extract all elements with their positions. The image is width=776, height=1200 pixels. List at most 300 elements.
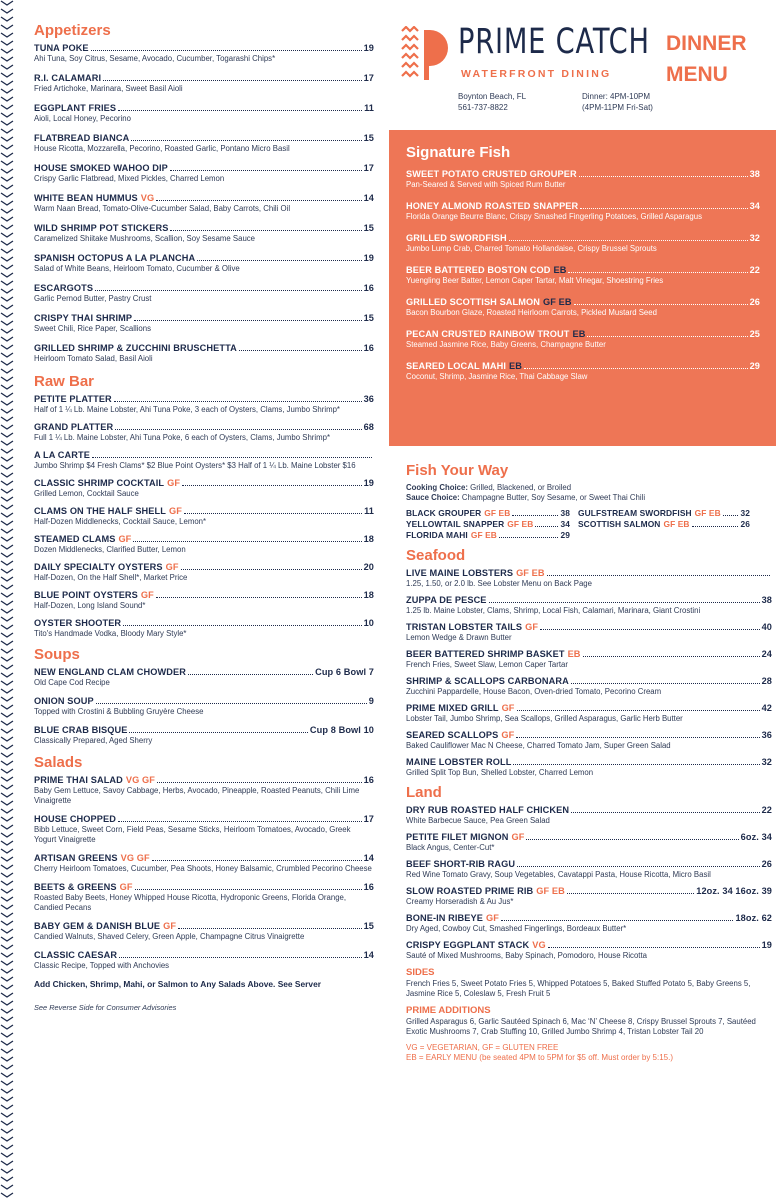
menu-item-row (34, 590, 374, 601)
item-price: 20 (363, 562, 374, 572)
leader-dots (170, 230, 361, 231)
item-name: YELLOWTAIL SNAPPER (406, 519, 505, 529)
item-name: BEER BATTERED SHRIMP BASKET (406, 649, 565, 659)
item-price: 19 (363, 43, 374, 53)
menu-item-wild-shrimp-pot-stickers (34, 223, 374, 244)
menu-item-row (406, 568, 772, 579)
menu-item-row (34, 725, 374, 736)
item-price: 10 (363, 618, 374, 628)
menu-item-eggplant-fries (34, 103, 374, 124)
diet-tag: GF (118, 534, 132, 544)
menu-item-row (34, 562, 374, 573)
menu-item-row (34, 618, 374, 629)
diet-tag: GF (119, 882, 133, 892)
leader-dots (188, 674, 313, 675)
item-price: 17 (363, 73, 374, 83)
item-name: FLATBREAD BIANCA (34, 133, 130, 143)
zigzag-border (0, 0, 14, 1200)
item-price: 15 (363, 223, 374, 233)
hours-line-1: Dinner: 4PM-10PM (582, 92, 651, 101)
menu-item-row (34, 882, 374, 893)
item-name: GRILLED SWORDFISH (406, 233, 507, 243)
raw-bar-title: Raw Bar (34, 373, 95, 390)
item-price: 15 (363, 133, 374, 143)
menu-item-artisan-greens (34, 853, 374, 874)
item-description: Sauté of Mixed Mushrooms, Baby Spinach, Pomodoro, House Ricotta (406, 951, 647, 960)
menu-title-line-1: DINNER (666, 32, 747, 55)
item-description: Caramelized Shiitake Mushrooms, Scallion, Soy Sesame Sauce (34, 234, 256, 243)
item-description: Half of 1 ¼ Lb. Maine Lobster, Ahi Tuna Poke, 3 each of Oysters, Clams, Jumbo Shrimp* (34, 405, 340, 414)
menu-item-row (406, 886, 772, 897)
sauce-label: Sauce Choice: (406, 493, 460, 502)
menu-item-row (34, 696, 374, 707)
item-description: Grilled Lemon, Cocktail Sauce (34, 489, 139, 498)
diet-tag: GF (525, 622, 539, 632)
item-description: Half-Dozen, On the Half Shell*, Market Price (34, 573, 188, 582)
item-name: DRY RUB ROASTED HALF CHICKEN (406, 805, 570, 815)
leader-dots (587, 336, 747, 337)
item-price: 19 (363, 478, 374, 488)
item-name: BLUE CRAB BISQUE (34, 725, 128, 735)
item-name: BEER BATTERED BOSTON COD (406, 265, 551, 275)
logo-waves-icon (400, 26, 448, 82)
menu-item-blue-crab-bisque (34, 725, 374, 746)
item-name: BABY GEM & DANISH BLUE (34, 921, 161, 931)
menu-item-grilled-shrimp-zucchini-bruschetta (34, 343, 374, 364)
item-name: TRISTAN LOBSTER TAILS (406, 622, 523, 632)
menu-item-zuppa-de-pesce (406, 595, 772, 616)
diet-tag: GF (485, 913, 499, 923)
item-name: R.I. CALAMARI (34, 73, 102, 83)
leader-dots (133, 541, 361, 542)
item-price: 14 (363, 950, 374, 960)
item-description: Pan-Seared & Served with Spiced Rum Butter (406, 180, 566, 189)
signature-title: Signature Fish (406, 144, 511, 161)
item-price: 29 (749, 361, 760, 371)
menu-item-row (406, 676, 772, 687)
menu-item-row (34, 422, 374, 433)
item-description: Florida Orange Beurre Blanc, Crispy Smashed Fingerling Potatoes, Grilled Asparagus (406, 212, 702, 221)
item-price: 42 (761, 703, 772, 713)
item-description: Salad of White Beans, Heirloom Tomato, Cucumber & Olive (34, 264, 240, 273)
item-name: STEAMED CLAMS (34, 534, 116, 544)
menu-item-pecan-crusted-rainbow-trout (406, 329, 760, 350)
item-name: CRISPY THAI SHRIMP (34, 313, 133, 323)
item-description: Bibb Lettuce, Sweet Corn, Field Peas, Sesame Sticks, Heirloom Tomatoes, Avocado, Greek Yogurt Vinaigrette (34, 825, 351, 844)
fish-choice-scottish-salmon (578, 519, 750, 530)
leader-dots (580, 208, 747, 209)
menu-item-row (34, 394, 374, 405)
fish-choice-florida-mahi (406, 530, 570, 541)
item-price: 16 (363, 343, 374, 353)
menu-item-row (406, 859, 772, 870)
item-description: Baby Gem Lettuce, Savoy Cabbage, Herbs, Avocado, Pineapple, Roasted Peanuts, Chili Lime Vinaigrette (34, 786, 360, 805)
diet-tag: GF EB (542, 297, 572, 307)
menu-item-row (34, 163, 374, 174)
menu-item-slow-roasted-prime-rib (406, 886, 772, 907)
item-price: 34 (560, 519, 570, 529)
item-name: CLASSIC SHRIMP COCKTAIL (34, 478, 165, 488)
item-name: TUNA POKE (34, 43, 89, 53)
item-name: A LA CARTE (34, 450, 90, 460)
item-description: Warm Naan Bread, Tomato-Olive-Cucumber Salad, Baby Carrots, Chili Oil (34, 204, 291, 213)
menu-item-classic-shrimp-cocktail (34, 478, 374, 499)
menu-item-row (406, 233, 760, 244)
leader-dots (568, 272, 747, 273)
item-price: 12oz. 34 16oz. 39 (696, 886, 772, 896)
diet-tag: GF (511, 832, 525, 842)
leader-dots (489, 602, 760, 603)
item-name: EGGPLANT FRIES (34, 103, 117, 113)
menu-item-grilled-scottish-salmon (406, 297, 760, 318)
item-description: Full 1 ¼ Lb. Maine Lobster, Ahi Tuna Poke, 6 each of Oysters, Clams, Jumbo Shrimp* (34, 433, 330, 442)
leader-dots (118, 110, 362, 111)
item-name: BLACK GROUPER (406, 508, 482, 518)
menu-item-beer-battered-shrimp-basket (406, 649, 772, 670)
leader-dots (501, 920, 734, 921)
leader-dots (517, 710, 760, 711)
diet-tag: VG (532, 940, 546, 950)
menu-item-row (34, 73, 374, 84)
menu-item-row (406, 805, 772, 816)
leader-dots (181, 569, 362, 570)
item-description: Jumbo Lump Crab, Charred Tomato Hollandaise, Crispy Brussel Sprouts (406, 244, 657, 253)
item-price: 28 (761, 676, 772, 686)
cooking-choice (406, 483, 772, 493)
diet-tag: VG GF (125, 775, 155, 785)
item-description: Classic Recipe, Topped with Anchovies (34, 961, 170, 970)
item-description: Baked Cauliflower Mac N Cheese, Charred Tomato Jam, Super Green Salad (406, 741, 671, 750)
menu-item-row (406, 913, 772, 924)
menu-item-row (34, 103, 374, 114)
item-description: Ahi Tuna, Soy Citrus, Sesame, Avocado, Cucumber, Togarashi Chips* (34, 54, 276, 63)
item-description: Lobster Tail, Jumbo Shrimp, Sea Scallops, Grilled Asparagus, Garlic Herb Butter (406, 714, 683, 723)
menu-item-beer-battered-boston-cod (406, 265, 760, 286)
menu-item-row (406, 297, 760, 308)
item-price: 19 (761, 940, 772, 950)
menu-item-honey-almond-roasted-snapper (406, 201, 760, 222)
diet-tag: GF EB (484, 508, 511, 518)
menu-item-row (34, 667, 374, 678)
menu-item-row (34, 343, 374, 354)
land-title: Land (406, 784, 442, 801)
item-name: NEW ENGLAND CLAM CHOWDER (34, 667, 186, 677)
menu-item-tristan-lobster-tails (406, 622, 772, 643)
hours-line-2: (4PM-11PM Fri-Sat) (582, 103, 653, 112)
additions-list: Grilled Asparagus 6, Garlic Sautéed Spinach 6, Mac ‘N’ Cheese 8, Crispy Brussel Sprouts 7, Sautéed Exotic Mushrooms 7, Crab Stuffing 10, Grilled Jumbo Shrimp 4, Tristan Lobster Tail 20 (406, 1017, 756, 1036)
diet-tag: GF (168, 506, 182, 516)
leader-dots (239, 350, 362, 351)
brand-name: PRIME CATCH (458, 22, 650, 62)
leader-dots (156, 597, 362, 598)
menu-item-row (406, 703, 772, 714)
salads-title: Salads (34, 754, 83, 771)
menu-item-crispy-eggplant-stack (406, 940, 772, 961)
menu-item-maine-lobster-roll (406, 757, 772, 778)
menu-item-oyster-shooter (34, 618, 374, 639)
additions-title: PRIME ADDITIONS (406, 1005, 491, 1016)
item-name: LIVE MAINE LOBSTERS (406, 568, 514, 578)
item-description: Sweet Chili, Rice Paper, Scallions (34, 324, 152, 333)
city: Boynton Beach, FL (458, 92, 527, 101)
menu-item-row (406, 730, 772, 741)
menu-item-house-smoked-wahoo-dip (34, 163, 374, 184)
menu-item-row (406, 361, 760, 372)
fish-choices-left (406, 508, 570, 541)
diet-tag: EB (553, 265, 567, 275)
menu-title (666, 28, 747, 90)
item-price: 11 (364, 103, 374, 113)
menu-item-row (406, 169, 760, 180)
menu-item-row (406, 832, 772, 843)
item-price: 26 (740, 519, 750, 529)
menu-item-steamed-clams (34, 534, 374, 555)
item-description: Aioli, Local Honey, Pecorino (34, 114, 131, 123)
fish-choices (406, 508, 772, 541)
leader-dots (516, 737, 759, 738)
header (400, 22, 776, 122)
leader-dots (96, 703, 367, 704)
item-price: Cup 6 Bowl 7 (315, 667, 374, 677)
diet-tag: GF EB (663, 519, 690, 529)
menu-item-row (34, 950, 374, 961)
menu-item-live-maine-lobsters (406, 568, 772, 589)
menu-item-white-bean-hummus (34, 193, 374, 214)
leader-dots (119, 957, 362, 958)
menu-item-row (34, 313, 374, 324)
right-column (406, 460, 772, 1063)
item-name: HOUSE SMOKED WAHOO DIP (34, 163, 168, 173)
item-description: White Barbecue Sauce, Pea Green Salad (406, 816, 550, 825)
item-name: ONION SOUP (34, 696, 94, 706)
menu-item-sweet-potato-crusted-grouper (406, 169, 760, 190)
item-description: Heirloom Tomato Salad, Basil Aioli (34, 354, 153, 363)
diet-tag: GF (167, 478, 181, 488)
item-name: ZUPPA DE PESCE (406, 595, 487, 605)
item-price: 15 (363, 921, 374, 931)
leader-dots (91, 50, 362, 51)
item-price: 38 (560, 508, 570, 518)
menu-item-row (34, 133, 374, 144)
menu-item-row (406, 940, 772, 951)
item-description: Topped with Crostini & Bubbling Gruyère Cheese (34, 707, 204, 716)
item-description: Grilled Split Top Bun, Shelled Lobster, Charred Lemon (406, 768, 594, 777)
menu-item-row (34, 283, 374, 294)
item-description: Zucchini Pappardelle, House Bacon, Oven-dried Tomato, Pecorino Cream (406, 687, 662, 696)
menu-item-petite-filet-mignon (406, 832, 772, 853)
seafood-title: Seafood (406, 547, 466, 564)
diet-tag: EB (509, 361, 523, 371)
menu-item-beets-greens (34, 882, 374, 913)
menu-item-a-la-carte (34, 450, 374, 471)
leader-dots (571, 812, 760, 813)
item-description: Tito's Handmade Vodka, Bloody Mary Style* (34, 629, 187, 638)
leader-dots (156, 200, 361, 201)
menu-item-tuna-poke (34, 43, 374, 64)
item-name: OYSTER SHOOTER (34, 618, 122, 628)
menu-item-row (406, 265, 760, 276)
cooking-options: Grilled, Blackened, or Broiled (470, 483, 572, 492)
item-price: 16 (363, 882, 374, 892)
item-price: 22 (749, 265, 760, 275)
menu-item-seared-local-mahi (406, 361, 760, 382)
menu-item-row (34, 506, 374, 517)
sides-title: SIDES (406, 967, 435, 978)
item-price: 25 (749, 329, 760, 339)
item-price: 17 (363, 814, 374, 824)
item-description: Lemon Wedge & Drawn Butter (406, 633, 512, 642)
leader-dots (692, 526, 739, 527)
item-price: 14 (363, 193, 374, 203)
menu-item-crispy-thai-shrimp (34, 313, 374, 334)
item-name: PECAN CRUSTED RAINBOW TROUT (406, 329, 570, 339)
item-name: SCOTTISH SALMON (578, 519, 661, 529)
leader-dots (579, 176, 748, 177)
leader-dots (547, 575, 770, 576)
menu-item-new-england-clam-chowder (34, 667, 374, 688)
leader-dots (103, 80, 361, 81)
leader-dots (118, 821, 362, 822)
item-description: Crispy Garlic Flatbread, Mixed Pickles, Charred Lemon (34, 174, 225, 183)
leader-dots (157, 782, 362, 783)
item-price: 18 (363, 590, 374, 600)
leader-dots (517, 866, 759, 867)
item-name: GULFSTREAM SWORDFISH (578, 508, 692, 518)
leader-dots (134, 320, 361, 321)
leader-dots (548, 947, 760, 948)
diet-tag: GF (140, 590, 154, 600)
sauce-options: Champagne Butter, Soy Sesame, or Sweet Thai Chili (461, 493, 646, 502)
menu-item-spanish-octopus-a-la-plancha (34, 253, 374, 274)
left-column (34, 20, 374, 1013)
item-price: 32 (740, 508, 750, 518)
item-description: Candied Walnuts, Shaved Celery, Green Apple, Champagne Citrus Vinaigrette (34, 932, 305, 941)
fish-choice-yellowtail-snapper (406, 519, 570, 530)
menu-item-grand-platter (34, 422, 374, 443)
menu-item-classic-caesar (34, 950, 374, 971)
item-name: BLUE POINT OYSTERS (34, 590, 138, 600)
item-price: 6oz. 34 (740, 832, 772, 842)
item-price: 38 (761, 595, 772, 605)
item-name: CLASSIC CAESAR (34, 950, 118, 960)
legend-eb: EB = EARLY MENU (be seated 4PM to 5PM for $5 off. Must order by 5:15.) (406, 1053, 674, 1062)
leader-dots (131, 140, 361, 141)
item-description: 1.25, 1.50, or 2.0 lb. See Lobster Menu on Back Page (406, 579, 592, 588)
menu-item-row (34, 775, 374, 786)
leader-dots (95, 290, 361, 291)
fish-choice-black-grouper (406, 508, 570, 519)
leader-dots (499, 537, 559, 538)
item-description: Dry Aged, Cowboy Cut, Smashed Fingerlings, Bordeaux Butter* (406, 924, 627, 933)
menu-item-escargots (34, 283, 374, 304)
item-name: SEARED LOCAL MAHI (406, 361, 507, 371)
menu-item-house-chopped (34, 814, 374, 845)
item-price: 18 (363, 534, 374, 544)
diet-tag: GF (163, 921, 177, 931)
item-price: 32 (749, 233, 760, 243)
leader-dots (197, 260, 361, 261)
menu-item-row (34, 814, 374, 825)
item-description: Roasted Baby Beets, Honey Whipped House Ricotta, Hydroponic Greens, Florida Orange, Candied Pecans (34, 893, 347, 912)
leader-dots (513, 764, 759, 765)
add-protein-note: Add Chicken, Shrimp, Mahi, or Salmon to Any Salads Above. See Server (34, 979, 321, 989)
leader-dots (509, 240, 748, 241)
fish-choices-right (578, 508, 750, 541)
item-price: 15 (363, 313, 374, 323)
diet-tag: VG (140, 193, 155, 203)
item-description: Bacon Bourbon Glaze, Roasted Heirloom Carrots, Pickled Mustard Seed (406, 308, 657, 317)
item-name: PETITE FILET MIGNON (406, 832, 509, 842)
menu-item-row (34, 253, 374, 264)
diet-tag: EB (567, 649, 581, 659)
item-price: 29 (560, 530, 570, 540)
item-description: Half-Dozen, Long Island Sound* (34, 601, 146, 610)
diet-tag: GF EB (470, 530, 497, 540)
item-description: 1.25 lb. Maine Lobster, Clams, Shrimp, Local Fish, Calamari, Marinara, Giant Crostini (406, 606, 701, 615)
menu-item-shrimp-scallops-carbonara (406, 676, 772, 697)
right-sections (406, 547, 772, 1063)
item-name: SPANISH OCTOPUS A LA PLANCHA (34, 253, 196, 263)
item-description: Coconut, Shrimp, Jasmine Rice, Thai Cabbage Slaw (406, 372, 588, 381)
item-description: Red Wine Tomato Gravy, Soup Vegetables, Cavatappi Pasta, House Ricotta, Micro Basil (406, 870, 711, 879)
item-name: CRISPY EGGPLANT STACK (406, 940, 530, 950)
menu-item-row (34, 450, 374, 461)
brand-tagline: WATERFRONT DINING (461, 68, 612, 80)
item-name: MAINE LOBSTER ROLL (406, 757, 512, 767)
item-price: 14 (363, 853, 374, 863)
reverse-side-note: See Reverse Side for Consumer Advisories (34, 1003, 177, 1012)
signature-fish-panel (389, 130, 776, 446)
diet-tag: GF (501, 730, 515, 740)
leader-dots (92, 457, 372, 458)
item-price: 22 (761, 805, 772, 815)
menu-item-row (34, 853, 374, 864)
item-description: Garlic Pernod Butter, Pastry Crust (34, 294, 152, 303)
menu-item-onion-soup (34, 696, 374, 717)
menu-item-prime-mixed-grill (406, 703, 772, 724)
menu-item-flatbread-bianca (34, 133, 374, 154)
item-name: CLAMS ON THE HALF SHELL (34, 506, 166, 516)
item-description: Steamed Jasmine Rice, Baby Greens, Champagne Butter (406, 340, 606, 349)
item-name: ARTISAN GREENS (34, 853, 118, 863)
item-price: 40 (761, 622, 772, 632)
item-description: French Fries, Sweet Slaw, Lemon Caper Tartar (406, 660, 568, 669)
soups-title: Soups (34, 646, 80, 663)
fish-choice-gulfstream-swordfish (578, 508, 750, 519)
item-name: DAILY SPECIALTY OYSTERS (34, 562, 163, 572)
menu-item-row (34, 223, 374, 234)
menu-item-grilled-swordfish (406, 233, 760, 254)
menu-item-row (406, 649, 772, 660)
item-price: 18oz. 62 (735, 913, 772, 923)
menu-title-line-2: MENU (666, 63, 728, 86)
item-name: SWEET POTATO CRUSTED GROUPER (406, 169, 577, 179)
leader-dots (115, 429, 361, 430)
cooking-label: Cooking Choice: (406, 483, 468, 492)
item-price: Cup 8 Bowl 10 (309, 725, 374, 735)
item-name: HONEY ALMOND ROASTED SNAPPER (406, 201, 579, 211)
diet-tag: GF (165, 562, 179, 572)
sauce-choice (406, 493, 772, 503)
item-description: Jumbo Shrimp $4 Fresh Clams* $2 Blue Point Oysters* $3 Half of 1 ¼ Lb. Maine Lobster $16 (34, 461, 356, 470)
item-price: 16 (363, 283, 374, 293)
leader-dots (152, 860, 362, 861)
location (458, 91, 526, 113)
item-description: Half-Dozen Middlenecks, Cocktail Sauce, Lemon* (34, 517, 207, 526)
item-price: 36 (363, 394, 374, 404)
menu-item-seared-scallops (406, 730, 772, 751)
item-price: 19 (363, 253, 374, 263)
